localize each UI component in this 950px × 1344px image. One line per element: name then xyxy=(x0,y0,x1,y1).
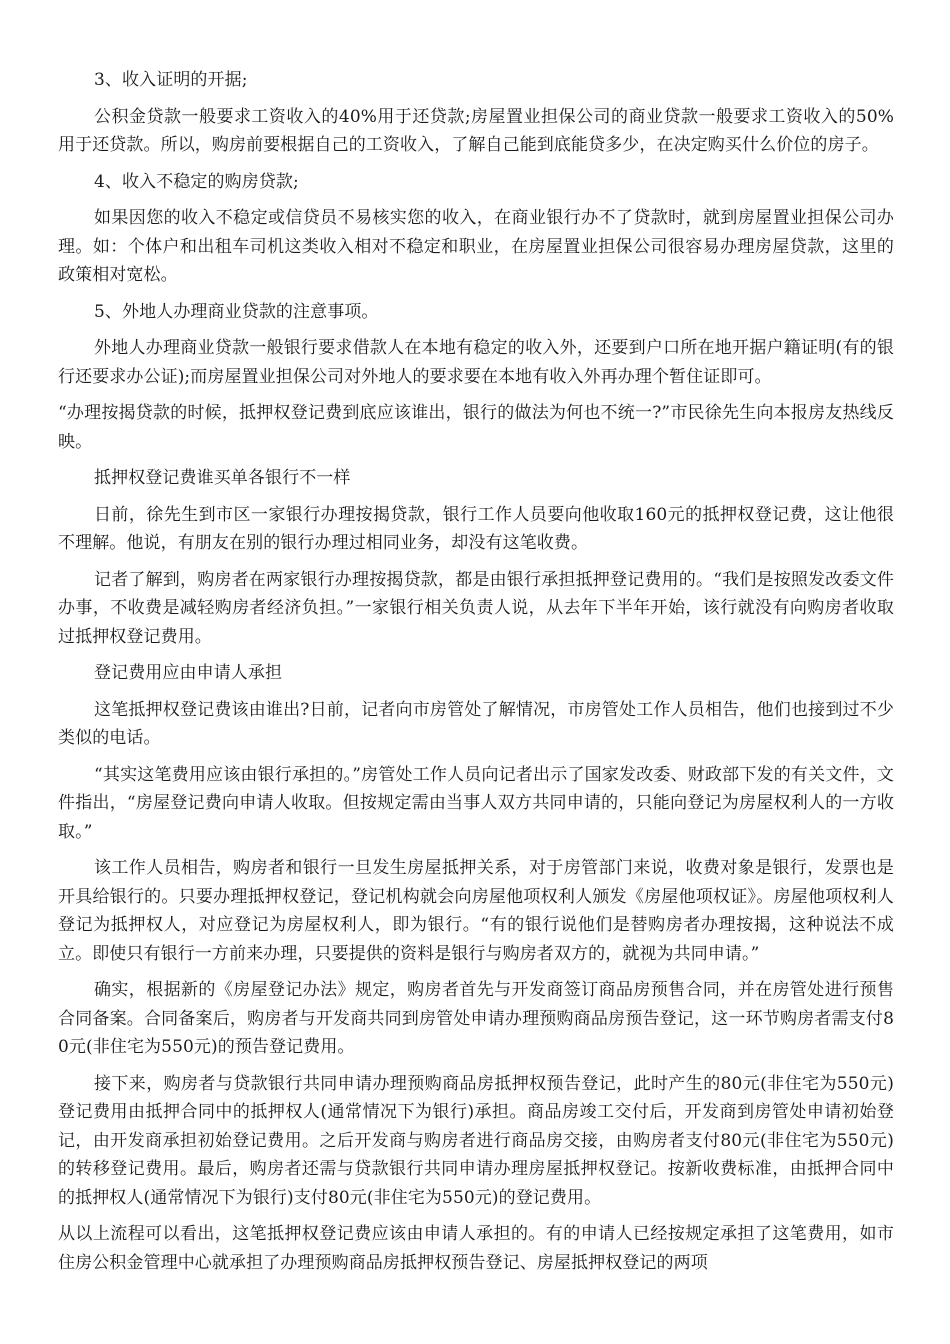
paragraph-housing-office-inquiry: 这笔抵押权登记费该由谁出?日前，记者向市房管处了解情况，市房管处工作人员相告，他们也接到过不少类似的电话。 xyxy=(58,699,894,748)
subheading-bank-differences: 抵押权登记费谁买单各银行不一样 xyxy=(94,468,351,488)
paragraph-conclusion: 从以上流程可以看出，这笔抵押权登记费应该由申请人承担的。有的申请人已经按规定承担了这笔费用，如市住房公积金管理中心就承担了办理预购商品房抵押权预告登记、房屋抵押权登记的两项 xyxy=(58,1224,894,1273)
section-heading-nonlocal-loans: 5、外地人办理商业贷款的注意事项。 xyxy=(94,301,379,322)
paragraph-income-ratio: 公积金贷款一般要求工资收入的40%用于还贷款;房屋置业担保公司的商业贷款一般要求工资收入的50%用于还贷款。所以，购房前要根据自己的工资收入，了解自己能到底能贷多少，在决定购买什么价位的房子。 xyxy=(58,106,894,155)
paragraph-citizen-question: “办理按揭贷款的时候，抵押权登记费到底应该谁出，银行的做法为何也不统一?”市民徐先生向本报房友热线反映。 xyxy=(58,403,894,452)
paragraph-registration-rules: 确实，根据新的《房屋登记办法》规定，购房者首先与开发商签订商品房预售合同，并在房管处进行预售合同备案。合同备案后，购房者与开发商共同到房管处申请办理预购商品房预告登记，这一环节购房者需支付80元(非住宅为550元)的预告登记费用。 xyxy=(58,980,894,1057)
section-heading-income-proof: 3、收入证明的开据; xyxy=(94,70,248,90)
paragraph-staff-explanation: 该工作人员相告，购房者和银行一旦发生房屋抵押关系，对于房管部门来说，收费对象是银行，发票也是开具给银行的。只要办理抵押权登记，登记机构就会向房屋他项权利人颁发《房屋他项权证》。房屋他项权利人登记为抵押权人，对应登记为房屋权利人，即为银行。“有的银行说他们是替购房者办理按揭，这种说法不成立。即使只有银行一方前来办理，只要提供的资料是银行与购房者双方的，就视为共同申请。” xyxy=(58,858,894,964)
paragraph-guarantee-company: 如果因您的收入不稳定或信贷员不易核实您的收入，在商业银行办不了贷款时，就到房屋置业担保公司办理。如：个体户和出租车司机这类收入相对不稳定和职业，在房屋置业担保公司很容易办理房屋贷款，这里的政策相对宽松。 xyxy=(58,208,894,285)
document-body xyxy=(58,66,894,1285)
section-heading-unstable-income: 4、收入不稳定的购房贷款; xyxy=(94,171,299,192)
paragraph-process-details: 接下来，购房者与贷款银行共同申请办理预购商品房抵押权预告登记，此时产生的80元(非住宅为550元)登记费用由抵押合同中的抵押权人(通常情况下为银行)承担。商品房竣工交付后，开发商到房管处申请初始登记，由开发商承担初始登记费用。之后开发商与购房者进行商品房交接，由购房者支付80元(非住宅为550元)的转移登记费用。最后，购房者还需与贷款银行共同申请办理房屋抵押权登记。按新收费标准，由抵押合同中的抵押权人(通常情况下为银行)支付80元(非住宅为550元)的登记费用。 xyxy=(58,1073,894,1208)
subheading-applicant-pays: 登记费用应由申请人承担 xyxy=(94,663,283,683)
paragraph-xu-case: 日前，徐先生到市区一家银行办理按揭贷款，银行工作人员要向他收取160元的抵押权登记费，这让他很不理解。他说，有朋友在别的银行办理过相同业务，却没有这笔收费。 xyxy=(58,504,894,553)
paragraph-official-document: “其实这笔费用应该由银行承担的。”房管处工作人员向记者出示了国家发改委、财政部下发的有关文件，文件指出，“房屋登记费向申请人收取。但按规定需由当事人双方共同申请的，只能向登记为房屋权利人的一方收取。” xyxy=(58,764,894,842)
paragraph-nonlocal-requirements: 外地人办理商业贷款一般银行要求借款人在本地有稳定的收入外，还要到户口所在地开据户籍证明(有的银行还要求办公证);而房屋置业担保公司对外地人的要求要在本地有收入外再办理个暂住证即可。 xyxy=(58,338,894,387)
paragraph-reporter-findings: 记者了解到，购房者在两家银行办理按揭贷款，都是由银行承担抵押登记费用的。“我们是按照发改委文件办事，不收费是减轻购房者经济负担。”一家银行相关负责人说，从去年下半年开始，该行就没有向购房者收取过抵押权登记费用。 xyxy=(58,569,894,647)
